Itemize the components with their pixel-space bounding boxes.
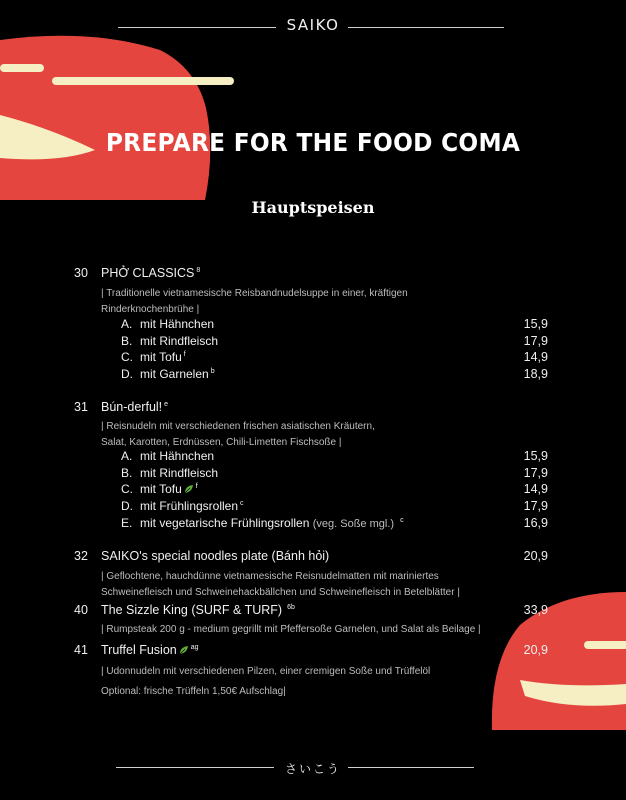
item-description: | Geflochtene, hauchdünne vietnamesische Reisnudelmatten mit mariniertes Schweinefleisch und Schweinehackbällchen und Schweinefleisch in Betelblätter | [101, 571, 460, 598]
option-row: C. mit Tofu $^f$ [121, 482, 198, 496]
item-price: 33,9 [523, 603, 548, 617]
option-price: 14,9 [523, 482, 548, 496]
item-description: | Udonnudeln mit verschiedenen Pilzen, einer cremigen Soße und Trüffelöl Optional: frische Trüffeln 1,50€ Aufschlag| [101, 666, 431, 697]
headline: PREPARE FOR THE FOOD COMA [105, 128, 521, 157]
option-row: B. mit Rindfleisch [121, 466, 219, 480]
allergen-code: ag [190, 643, 199, 651]
footer-rule-right [348, 767, 474, 768]
footer-text: さいこう [284, 762, 341, 776]
item-title: The Sizzle King (SURF & TURF) $^{6b}$ [101, 603, 295, 617]
option-row: C. mit Tofu $^f$ [121, 350, 186, 364]
item-number: 31 [74, 400, 88, 414]
allergen-code: 8 [196, 266, 201, 274]
item-number: 32 [74, 549, 88, 563]
allergen-code: 6b [287, 603, 295, 611]
header-rule-right [348, 27, 504, 28]
item-title: SAIKO's special noodles plate (Bánh hỏi) [101, 549, 330, 563]
item-description: | Reisnudeln mit verschiedenen frischen asiatischen Kräutern, Salat, Karotten, Erdnüssen, Chili-Limetten Fischsoße | [101, 421, 375, 448]
item-price: 20,9 [523, 643, 548, 657]
allergen-code: e [164, 400, 169, 408]
option-price: 18,9 [523, 367, 548, 381]
item-number: 30 [74, 266, 88, 280]
section-title: Hauptspeisen [251, 198, 375, 217]
top-bowl-icon [0, 36, 234, 200]
leaf-icon [184, 484, 194, 494]
item-price: 20,9 [523, 549, 548, 563]
option-price: 17,9 [523, 334, 548, 348]
option-price: 16,9 [523, 516, 548, 530]
option-price: 17,9 [523, 499, 548, 513]
option-note: (veg. Soße mgl.) [312, 518, 395, 530]
option-price: 14,9 [523, 350, 548, 364]
option-row: B. mit Rindfleisch [121, 334, 219, 348]
option-price: 15,9 [523, 449, 548, 463]
item-number: 41 [74, 643, 88, 657]
option-row: A. mit Hähnchen [121, 317, 215, 331]
leaf-icon [179, 645, 189, 655]
item-description: | Rumpsteak 200 g - medium gegrillt mit Pfeffersoße Garnelen, und Salat als Beilage | [101, 624, 481, 635]
item-title: Truffel Fusion $^{ag}$ [101, 643, 199, 657]
option-price: 15,9 [523, 317, 548, 331]
item-title: PHỞ CLASSICS $^8$ [101, 266, 201, 280]
option-price: 17,9 [523, 466, 548, 480]
item-title: Bún-derful! $^e$ [101, 400, 169, 414]
option-row: D. mit Frühlingsrollen $^c$ [121, 499, 244, 513]
brand-title: SAIKO [286, 16, 340, 34]
option-row: A. mit Hähnchen [121, 449, 215, 463]
option-row: E. mit vegetarische Frühlingsrollen (veg. Soße mgl.) $^c$ [121, 516, 404, 530]
item-description: | Traditionelle vietnamesische Reisbandnudelsuppe in einer, kräftigen Rinderknochenbrühe | [101, 288, 408, 315]
bottom-bowl-icon [492, 592, 626, 730]
option-row: D. mit Garnelen $^b$ [121, 367, 215, 381]
item-number: 40 [74, 603, 88, 617]
